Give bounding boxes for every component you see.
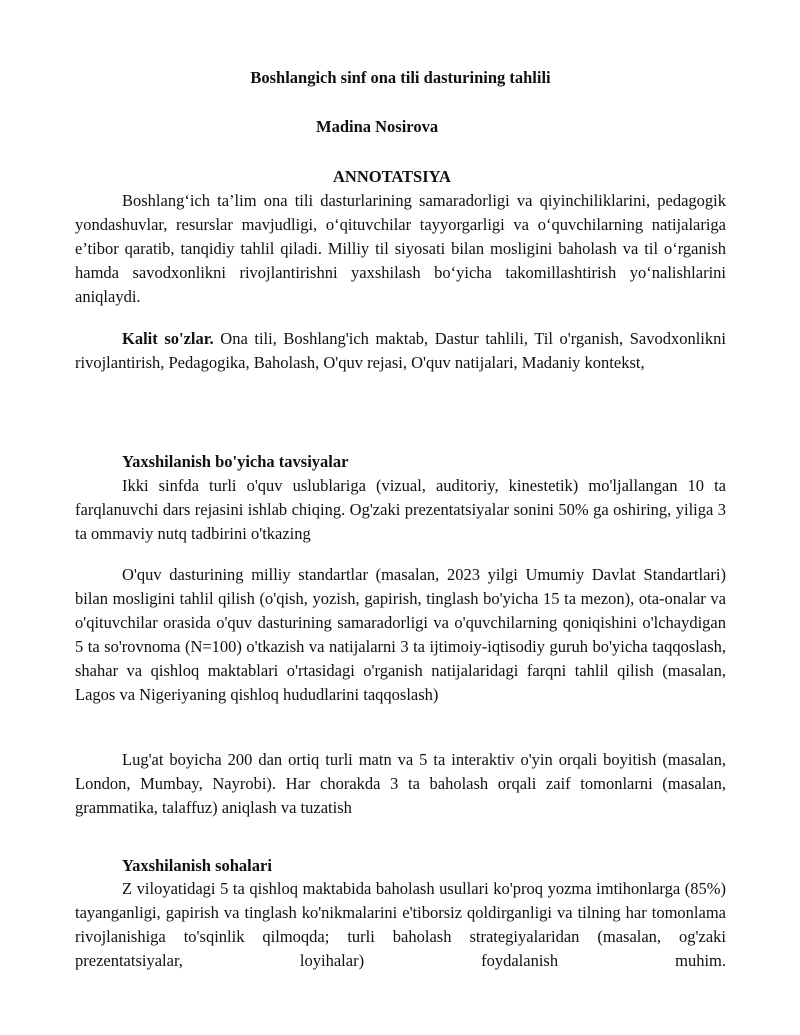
keywords-text: Ona tili, Boshlang'ich maktab, Dastur tahlili, Til o'rganish, Savodxonlikni rivojlantirish, Pedagogika, Baholash, O'quv rejasi, O'quv natijalari, Madaniy kontekst, — [75, 329, 726, 372]
recommendations-heading: Yaxshilanish bo'yicha tavsiyalar — [122, 452, 349, 471]
keywords-paragraph — [75, 327, 726, 375]
author-name: Madina Nosirova — [316, 117, 439, 136]
areas-heading: Yaxshilanish sohalari — [122, 856, 272, 875]
recommendation-paragraph-3: Lug'at boyicha 200 dan ortiq turli matn va 5 ta interaktiv o'yin orqali boyitish (masalan, London, Mumbay, Nayrobi). Har chorakda 3 ta baholash orqali zaif tomonlarni (masalan, grammatika, talaffuz) aniqlash va tuzatish — [75, 750, 726, 817]
annotation-heading: ANNOTATSIYA — [333, 167, 451, 186]
document-title: Boshlangich sinf ona tili dasturining tahlili — [250, 68, 551, 87]
annotation-paragraph: Boshlang‘ich ta’lim ona tili dasturlarining samaradorligi va qiyinchiliklarini, pedagogik yondashuvlar, resurslar mavjudligi, o‘qituvchilar tayyorgarligi va o‘quvchilarning natijalariga e’tibor qaratib, tanqidiy tahlil qiladi. Milliy til siyosati bilan mosligini baholash va til o‘rganish hamda savodxonlikni rivojlantirishni yaxshilash bo‘yicha takomillashtirish yo‘nalishlarini aniqlaydi. — [75, 191, 726, 306]
recommendation-paragraph-2: O'quv dasturining milliy standartlar (masalan, 2023 yilgi Umumiy Davlat Standartlari) bilan mosligini tahlil qilish (o'qish, yozish, gapirish, tinglash bo'yicha 15 ta mezon), ota-onalar va o'qituvchilar orasida o'quv dasturining samaradorligi va o'quvchilarning qoniqishini o'lchaydigan 5 ta so'rovnoma (N=100) o'tkazish va natijalarni 3 ta ijtimoiy-iqtisodiy guruh bo'yicha taqqoslash, shahar va qishloq maktablari o'rtasidagi o'rganish natijalaridagi farqni tahlil qilish (masalan, Lagos va Nigeriyaning qishloq hududlarini taqqoslash) — [75, 565, 726, 704]
keywords-label: Kalit so'zlar. — [122, 329, 214, 348]
recommendation-paragraph-1: Ikki sinfda turli o'quv uslublariga (vizual, auditoriy, kinestetik) mo'ljallangan 10 ta farqlanuvchi dars rejasini ishlab chiqing. Og'zaki prezentatsiyalar sonini 50% ga oshiring, yiliga 3 ta ommaviy nutq tadbirini o'tkazing — [75, 476, 726, 543]
areas-paragraph: Z viloyatidagi 5 ta qishloq maktabida baholash usullari ko'proq yozma imtihonlarga (85%) tayanganligi, gapirish va tinglash ko'nikmalarini e'tiborsiz qoldirganligi va tilning har tomonlama rivojlanishiga to'sqinlik qilmoqda; turli baholash strategiyalaridan (masalan, og'zaki prezentatsiyalar, loyihalar) foydalanish muhim. — [75, 879, 726, 970]
